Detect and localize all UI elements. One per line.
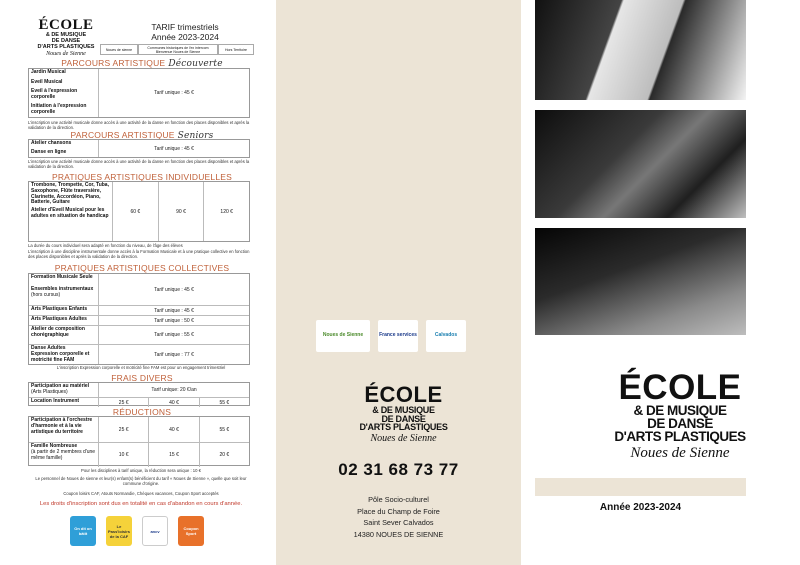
- table-cell: Eveil Musical: [31, 78, 63, 85]
- table-cell: [29, 274, 99, 305]
- table-cell-label: Arts Plastiques Adultes: [29, 316, 99, 325]
- table-cell-label: Famille Nombreuse: [31, 443, 78, 449]
- note-reductions-1: Pour les disciplines à tarif unique, la réduction sera unique : 10 €: [81, 468, 201, 473]
- table-reductions: [28, 416, 250, 466]
- price-cell: 120 €: [220, 208, 233, 215]
- section-script: Seniors: [177, 131, 214, 141]
- note-reductions-3: Coupon loisirs CAF, Atouts Normandie, Chèques vacances, Coupon Sport acceptés: [63, 491, 219, 496]
- france-services-logo: France services: [378, 320, 418, 352]
- price-cell: Tarif unique : 50 €: [154, 317, 194, 324]
- decorative-bar: [535, 478, 746, 496]
- table-cell-label: Participation au matériel: [31, 383, 90, 389]
- table-cell-label: Arts Plastiques Enfants: [29, 306, 99, 315]
- contact-panel: [276, 0, 521, 565]
- address-block: [276, 494, 521, 541]
- logo-place: Noues de Sienne: [630, 445, 730, 462]
- seniors-labels: [29, 140, 99, 157]
- partner-logo: Le Pass'loisirs de la CAF: [106, 516, 132, 546]
- table-cell-label: Atelier de composition chorégraphique: [29, 326, 99, 344]
- logo-ecole: ÉCOLE: [618, 368, 742, 407]
- decouverte-labels: [29, 69, 99, 117]
- price-cell: 55 €: [219, 426, 230, 433]
- price-cell: 10 €: [99, 443, 149, 467]
- column-headers: [100, 44, 254, 55]
- logo-sub3: D'ARTS PLASTIQUES: [614, 428, 746, 444]
- school-logo-large: [605, 370, 755, 461]
- price-cell: 40 €: [149, 417, 199, 442]
- partner-logo: On dit on bâtit: [70, 516, 96, 546]
- institution-logos: [316, 320, 466, 352]
- logo-sub2: DE DANSE: [647, 415, 713, 431]
- section-title-collectives: PRATIQUES ARTISTIQUES COLLECTIVES: [54, 263, 230, 273]
- header-cell: Hors Territoire: [218, 44, 254, 55]
- price-cell: 55 €: [219, 399, 230, 406]
- table-individuelles: [28, 181, 250, 242]
- school-logo-small: [30, 18, 102, 57]
- logo-ecole: ÉCOLE: [364, 382, 443, 407]
- table-cell: [29, 345, 99, 364]
- calvados-logo: Calvados: [426, 320, 466, 352]
- tarif-title: [110, 22, 260, 42]
- section-title-text: PARCOURS ARTISTIQUE: [61, 58, 166, 68]
- logo-sub1: & DE MUSIQUE: [372, 405, 435, 415]
- header-cell: Noues de sienne: [100, 44, 138, 55]
- logo-ecole: ÉCOLE: [38, 17, 94, 33]
- note-decouverte: L'inscription une activité musicale donne accès à une activité de la danse en fonction des places disponibles et après la validation de la direction.: [28, 120, 250, 131]
- price-cell: Tarif unique: 20 €/an: [151, 387, 197, 393]
- price-cell: 20 €: [219, 452, 230, 458]
- tarif-title-text: TARIF trimestriels: [151, 22, 219, 32]
- abandon-note: Les droits d'inscription sont dus en totalité en cas d'abandon en cours d'année.: [39, 501, 243, 507]
- header-cell: Communes historiques de l'ex intercom Bienvenue Noues de Sienne: [138, 44, 218, 55]
- table-seniors: [28, 139, 250, 158]
- price-cell: Tarif unique : 45 €: [154, 286, 194, 293]
- table-cell: Atelier d'Eveil Musical pour les adultes en situation de handicap: [31, 207, 109, 219]
- table-cell: Initiation à l'expression corporelle: [31, 103, 87, 116]
- price-cell: Tarif unique : 45 €: [154, 90, 194, 96]
- address-line: 14380 NOUES DE SIENNE: [353, 530, 444, 540]
- price-cell: Tarif unique : 77 €: [154, 351, 194, 358]
- section-title-individuelles: PRATIQUES ARTISTIQUES INDIVIDUELLES: [51, 172, 233, 182]
- table-decouverte: [28, 68, 250, 118]
- section-title-text: PARCOURS ARTISTIQUE: [70, 130, 175, 140]
- panel-background: [276, 0, 521, 565]
- logo-place: Noues de Sienne: [46, 51, 86, 58]
- price-cell: Tarif unique : 55 €: [154, 332, 194, 338]
- logo-sub1: & DE MUSIQUE: [45, 32, 87, 38]
- ballet-photo: [535, 228, 746, 335]
- cover-panel: [521, 0, 800, 565]
- table-cell-label: Danse Adultes: [31, 345, 66, 351]
- note-individuelles-2: L'inscription à une discipline instrumentale donne accès à la Formation Musicale et à une pratique collective en fonction des places disponibles et après la validation de la direction.: [28, 249, 250, 260]
- note-reductions-2: Le personnel de Noues de sienne et leur(s) enfant(s) bénéficient du tarif « Noues de Sienne », quelle que soit leur commune d'origine.: [35, 476, 247, 487]
- table-cell: [29, 383, 99, 397]
- section-title-reductions: RÉDUCTIONS: [112, 407, 172, 417]
- school-logo-medium: [356, 384, 451, 444]
- section-script: Découverte: [168, 59, 223, 69]
- price-cell: 25 €: [99, 398, 149, 407]
- school-year: Année 2023-2024: [599, 502, 682, 513]
- price-cell: Tarif unique : 45 €: [154, 145, 194, 152]
- table-cell: Eveil à l'expression corporelle: [31, 88, 78, 100]
- table-cell: Jardin Musical: [31, 69, 66, 75]
- logo-sub1: & DE MUSIQUE: [633, 403, 727, 418]
- tarif-panel: [0, 0, 276, 565]
- partner-logos: [70, 516, 204, 546]
- logo-place: Noues de Sienne: [370, 432, 437, 444]
- logo-sub2: DE DANSE: [51, 37, 81, 44]
- address-line: Place du Champ de Foire: [357, 506, 440, 516]
- price-cell: Tarif unique : 45 €: [154, 307, 194, 314]
- logo-sub3: D'ARTS PLASTIQUES: [359, 422, 448, 433]
- price-cell: 25 €: [99, 417, 149, 442]
- price-cell: 15 €: [149, 443, 199, 467]
- table-cell-note: (Arts Plastiques): [31, 388, 68, 395]
- table-frais: [28, 382, 250, 406]
- address-line: Pôle Socio-culturel: [368, 495, 429, 504]
- logo-sub3: D'ARTS PLASTIQUES: [37, 43, 95, 50]
- table-cell-label: Ensembles instrumentaux: [31, 285, 94, 292]
- price-cell: 60 €: [113, 182, 159, 241]
- address-line: Saint Sever Calvados: [363, 518, 434, 528]
- table-cell-note: Expression corporelle et motricité fine FAM: [31, 350, 90, 363]
- table-cell-label: Participation à l'orchestre d'harmonie et à la vie artistique du territoire: [29, 417, 99, 442]
- instruments-photo: [535, 110, 746, 218]
- table-cell-note: (à partir de 2 membres d'une même famille): [31, 448, 96, 461]
- note-seniors: L'inscription une activité musicale donne accès à une activité de la danse en fonction des places disponibles et après la validation de la direction.: [28, 159, 250, 170]
- partner-logo: ancv: [142, 516, 168, 546]
- table-cell: Danse en ligne: [31, 149, 67, 156]
- table-cell-label: Formation Musicale Seule: [31, 274, 93, 280]
- table-cell-label: Location Instrument: [29, 398, 99, 407]
- logo-sub2: DE DANSE: [381, 413, 426, 424]
- table-cell: Trombone, Trompette, Cor, Tuba, Saxophone, Flûte traversière, Clarinette, Accordéon, Piano, Batterie, Guitare: [31, 182, 109, 206]
- partner-logo: Coupon Sport: [178, 516, 204, 546]
- price-cell: 90 €: [159, 182, 205, 241]
- price-cell: 40 €: [149, 398, 199, 407]
- table-cell-note: (hors cursus): [31, 291, 61, 298]
- section-title-frais: FRAIS DIVERS: [111, 373, 173, 383]
- phone-number[interactable]: 02 31 68 73 77: [338, 460, 459, 479]
- table-collectives: [28, 273, 250, 365]
- tarif-year: Année 2023-2024: [151, 32, 219, 43]
- table-cell: [29, 443, 99, 467]
- individuelles-labels: [29, 182, 113, 241]
- note-collectives: L'inscription Expression corporelle et motricité fine FAM est pour un engagement trimestriel: [56, 365, 226, 370]
- note-individuelles-1: La durée du cours individuel sera adapté en fonction du niveau, de l'âge des élèves: [28, 243, 183, 248]
- noues-de-sienne-logo: Noues de Sienne: [316, 320, 370, 352]
- pencils-photo: [535, 0, 746, 100]
- table-cell: Atelier chansons: [31, 140, 72, 146]
